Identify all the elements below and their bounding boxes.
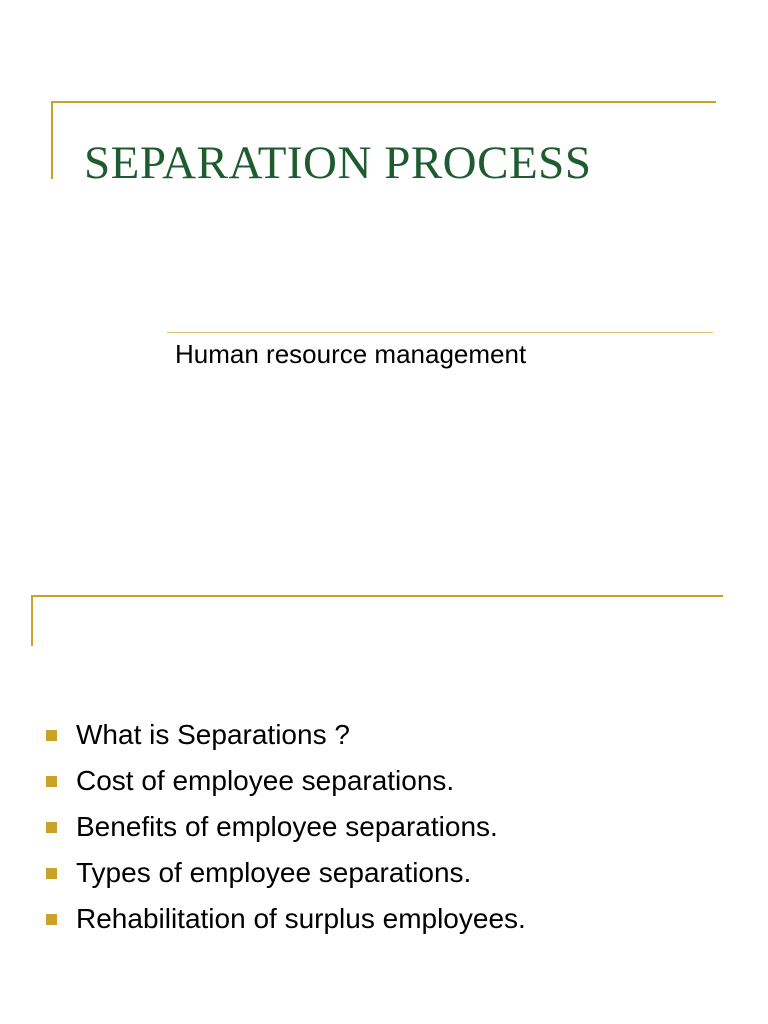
title-frame-left-line [51, 101, 53, 179]
square-bullet-icon [46, 914, 57, 925]
bullet-text: Rehabilitation of surplus employees. [76, 903, 526, 934]
title-frame-top-line [51, 101, 716, 103]
bullet-text: Types of employee separations. [76, 857, 472, 888]
content-frame-top-line [31, 595, 723, 597]
slide-title: SEPARATION PROCESS [84, 137, 592, 189]
slide-subtitle: Human resource management [175, 339, 527, 369]
square-bullet-icon [46, 730, 57, 741]
bullet-text: What is Separations ? [76, 719, 350, 750]
content-frame-left-line [31, 595, 33, 646]
square-bullet-icon [46, 776, 57, 787]
square-bullet-icon [46, 868, 57, 879]
bullet-text: Benefits of employee separations. [76, 811, 498, 842]
subtitle-divider [167, 332, 713, 333]
bullet-text: Cost of employee separations. [76, 765, 455, 796]
square-bullet-icon [46, 822, 57, 833]
